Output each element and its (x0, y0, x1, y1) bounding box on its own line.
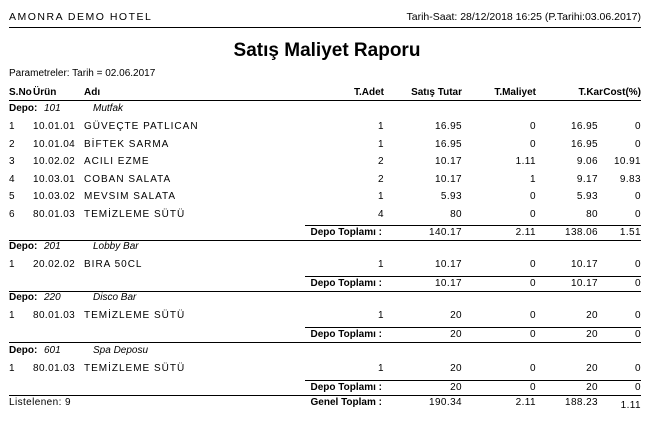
row-adi: BIRA 50CL (84, 259, 143, 270)
row-no: 1 (9, 363, 15, 374)
depo-name: Disco Bar (93, 292, 137, 303)
row-kar: 5.93 (576, 191, 598, 202)
row-no: 2 (9, 138, 15, 150)
row-cost: 0 (635, 138, 641, 150)
row-adi: GÜVEÇTE PATLICAN (84, 121, 199, 132)
depo-total-satis: 20 (450, 381, 462, 393)
row-satis: 80 (450, 208, 462, 220)
depo-label: Depo: (9, 292, 38, 303)
row-maliyet: 0 (530, 259, 536, 270)
row-satis: 5.93 (440, 191, 462, 202)
depo-code: 601 (44, 345, 61, 356)
depo-name: Lobby Bar (93, 241, 139, 252)
row-kar: 80 (586, 208, 598, 220)
depo-total-label: Depo Toplamı : (310, 277, 382, 289)
row-adi: BİFTEK SARMA (84, 138, 170, 150)
depo-name: Mutfak (93, 103, 124, 114)
row-maliyet: 0 (530, 363, 536, 374)
row-cost: 9.83 (619, 173, 641, 185)
depo-total-satis: 20 (450, 328, 462, 340)
row-urun: 10.03.01 (33, 173, 76, 185)
depo-end-rule (9, 395, 641, 396)
row-kar: 20 (586, 310, 598, 321)
row-adi: ACILI EZME (84, 156, 150, 167)
row-satis: 16.95 (434, 121, 462, 132)
row-adet: 1 (378, 191, 384, 202)
depo-code: 201 (44, 241, 61, 252)
row-maliyet: 1.11 (515, 156, 536, 167)
row-maliyet: 0 (530, 191, 536, 202)
depo-total-kar: 10.17 (570, 277, 598, 289)
row-no: 1 (9, 310, 15, 321)
depo-total-kar: 138.06 (565, 227, 598, 238)
row-maliyet: 0 (530, 208, 536, 220)
depo-total-cost: 0 (635, 381, 641, 393)
depo-total-label: Depo Toplamı : (310, 328, 382, 340)
row-cost: 0 (635, 259, 641, 270)
row-satis: 10.17 (434, 173, 462, 185)
row-kar: 20 (586, 363, 598, 374)
row-adi: TEMİZLEME SÜTÜ (84, 363, 186, 374)
row-adet: 1 (378, 363, 384, 374)
row-cost: 0 (635, 363, 641, 374)
header-rule (9, 27, 641, 28)
row-no: 1 (9, 259, 15, 270)
depo-total-rule (305, 380, 641, 381)
row-kar: 16.95 (570, 138, 598, 150)
depo-total-label: Depo Toplamı : (310, 381, 382, 393)
row-maliyet: 1 (530, 173, 536, 185)
depo-code: 220 (44, 292, 61, 303)
row-urun: 80.01.03 (33, 363, 76, 374)
depo-total-kar: 20 (586, 381, 598, 393)
depo-code: 101 (44, 103, 61, 114)
depo-total-cost: 0 (635, 328, 641, 340)
depo-total-maliyet: 0 (530, 277, 536, 289)
listed-count: Listelenen: 9 (9, 397, 71, 408)
row-adet: 4 (378, 208, 384, 220)
row-kar: 9.17 (576, 173, 598, 185)
row-urun: 20.02.02 (33, 259, 76, 270)
row-adi: COBAN SALATA (84, 173, 172, 185)
row-kar: 9.06 (576, 156, 598, 167)
depo-total-maliyet: 2.11 (515, 227, 536, 238)
depo-name: Spa Deposu (93, 345, 149, 356)
row-no: 5 (9, 191, 15, 202)
report-datetime: Tarih-Saat: 28/12/2018 16:25 (P.Tarihi:03.06.2017) (406, 11, 641, 23)
row-adet: 1 (378, 259, 384, 270)
row-satis: 10.17 (434, 156, 462, 167)
row-maliyet: 0 (530, 121, 536, 132)
row-maliyet: 0 (530, 138, 536, 150)
row-cost: 0 (635, 208, 641, 220)
depo-total-kar: 20 (586, 328, 598, 340)
row-urun: 10.02.02 (33, 156, 76, 167)
row-no: 4 (9, 173, 15, 185)
col-tmaliyet: T.Maliyet (494, 87, 536, 98)
row-cost: 0 (635, 310, 641, 321)
depo-total-cost: 0 (635, 277, 641, 289)
row-kar: 16.95 (570, 121, 598, 132)
row-cost: 0 (635, 191, 641, 202)
row-urun: 10.01.04 (33, 138, 76, 150)
row-satis: 10.17 (434, 259, 462, 270)
row-satis: 20 (450, 310, 462, 321)
col-sno: S.No (9, 87, 32, 98)
row-no: 1 (9, 121, 15, 132)
row-kar: 10.17 (570, 259, 598, 270)
row-urun: 10.01.01 (33, 121, 76, 132)
col-adi: Adı (84, 87, 101, 98)
row-adet: 2 (378, 173, 384, 185)
depo-total-rule (305, 225, 641, 226)
report-parameters: Parametreler: Tarih = 02.06.2017 (9, 68, 156, 79)
depo-label: Depo: (9, 103, 38, 114)
row-adi: TEMİZLEME SÜTÜ (84, 310, 186, 321)
depo-label: Depo: (9, 241, 38, 252)
depo-total-rule (305, 327, 641, 328)
row-satis: 16.95 (434, 138, 462, 150)
depo-total-maliyet: 0 (530, 381, 536, 393)
depo-end-rule (9, 342, 641, 343)
row-cost: 0 (635, 121, 641, 132)
depo-total-cost: 1.51 (619, 227, 641, 238)
grand-total-maliyet: 2.11 (515, 397, 536, 408)
row-urun: 80.01.03 (33, 208, 76, 220)
depo-total-satis: 140.17 (429, 227, 462, 238)
col-satis: Satış Tutar (411, 87, 462, 98)
row-maliyet: 0 (530, 310, 536, 321)
row-adet: 1 (378, 310, 384, 321)
row-cost: 10.91 (613, 156, 641, 167)
row-adet: 2 (378, 156, 384, 167)
grand-total-label: Genel Toplam : (310, 397, 382, 408)
row-urun: 80.01.03 (33, 310, 76, 321)
row-satis: 20 (450, 363, 462, 374)
row-adi: MEVSIM SALATA (84, 191, 177, 202)
column-header-rule (9, 100, 641, 101)
row-no: 6 (9, 208, 15, 220)
depo-total-satis: 10.17 (434, 277, 462, 289)
depo-total-rule (305, 276, 641, 277)
grand-total-cost: 1.11 (620, 400, 641, 411)
grand-total-satis: 190.34 (429, 397, 462, 408)
row-urun: 10.03.02 (33, 191, 76, 202)
grand-total-kar: 188.23 (565, 397, 598, 408)
depo-total-label: Depo Toplamı : (310, 227, 382, 238)
depo-total-maliyet: 0 (530, 328, 536, 340)
hotel-name: AMONRA DEMO HOTEL (9, 11, 153, 23)
row-no: 3 (9, 156, 15, 167)
row-adet: 1 (378, 138, 384, 150)
col-tkar: T.Kar (578, 87, 603, 98)
col-cost: Cost(%) (603, 87, 641, 98)
report-title: Satış Maliyet Raporu (233, 40, 421, 61)
col-urun: Ürün (33, 87, 57, 98)
row-adi: TEMİZLEME SÜTÜ (84, 208, 186, 220)
row-adet: 1 (378, 121, 384, 132)
col-tadet: T.Adet (354, 87, 384, 98)
depo-label: Depo: (9, 345, 38, 356)
